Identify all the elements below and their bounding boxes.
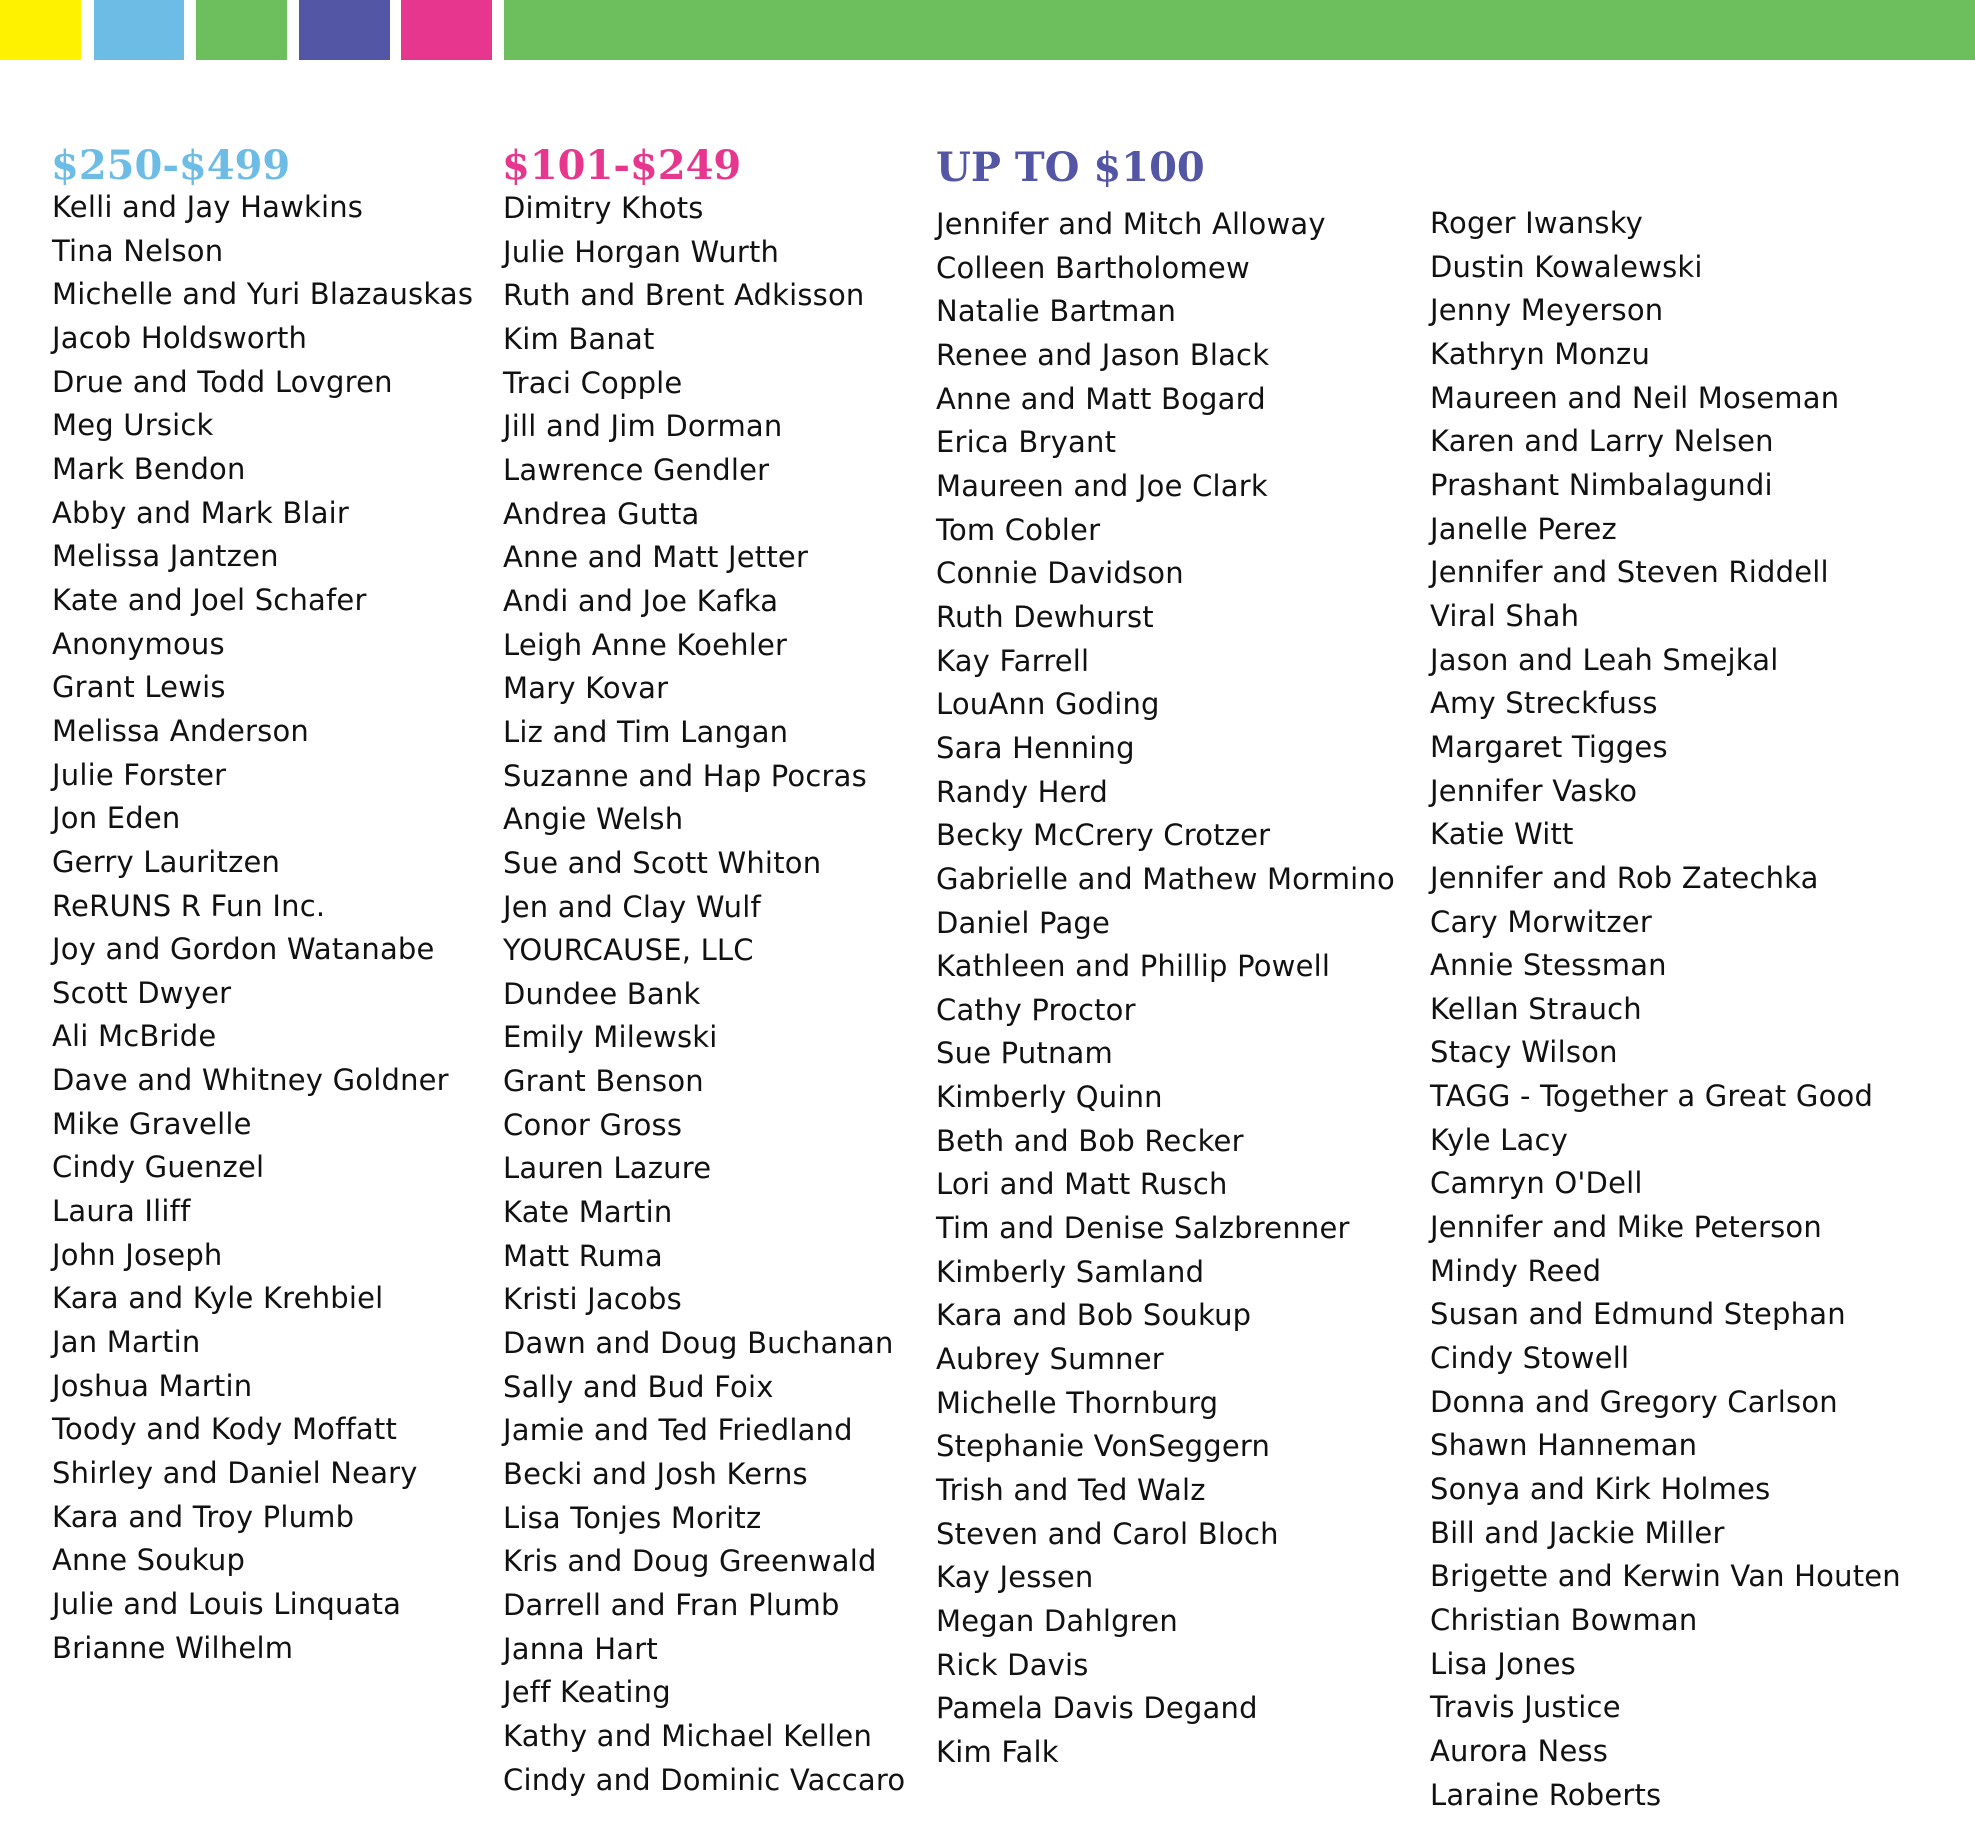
donor-name: Jennifer and Mitch Alloway — [936, 207, 1326, 241]
donor-name: Roger Iwansky — [1430, 206, 1644, 240]
donor-name: Brigette and Kerwin Van Houten — [1430, 1559, 1901, 1594]
donor-name: Conor Gross — [503, 1107, 683, 1142]
donor-name: Dundee Bank — [503, 976, 701, 1011]
donor-name: Kristi Jacobs — [503, 1282, 682, 1317]
donor-name: Grant Lewis — [52, 670, 226, 705]
donor-name: Mindy Reed — [1430, 1253, 1602, 1288]
donor-name: Cathy Proctor — [936, 992, 1136, 1027]
donor-name: Kay Farrell — [936, 643, 1090, 678]
donor-name: Kara and Troy Plumb — [52, 1499, 355, 1534]
donor-name: Joshua Martin — [52, 1368, 253, 1403]
donor-name: Tina Nelson — [52, 233, 224, 268]
donor-name: YOURCAUSE, LLC — [503, 933, 754, 968]
donor-name: Lawrence Gendler — [503, 452, 770, 487]
donor-name: Beth and Bob Recker — [936, 1123, 1244, 1158]
donor-list-250-499 — [52, 186, 473, 1670]
donor-name: Abby and Mark Blair — [52, 495, 350, 530]
donor-name: Cindy and Dominic Vaccaro — [503, 1762, 906, 1797]
heading-250-499: $250-$499 — [51, 142, 291, 189]
donor-name: Cindy Stowell — [1430, 1341, 1630, 1376]
donor-name: Julie and Louis Linquata — [52, 1587, 402, 1621]
donor-name: Anne and Matt Jetter — [503, 540, 809, 575]
donor-name: Ali McBride — [52, 1019, 217, 1054]
donor-name: Becki and Josh Kerns — [503, 1457, 808, 1492]
donor-name: Kathryn Monzu — [1430, 336, 1651, 371]
donor-name: Kelli and Jay Hawkins — [52, 190, 364, 224]
heading-up-to-100: UP TO $100 — [936, 144, 1205, 191]
donor-name: Becky McCrery Crotzer — [936, 818, 1271, 853]
donor-name: Kara and Bob Soukup — [936, 1298, 1252, 1333]
donor-name: Jen and Clay Wulf — [503, 889, 761, 924]
donor-name: Anonymous — [52, 626, 225, 661]
donor-name: Jamie and Ted Friedland — [503, 1413, 853, 1448]
donor-name: Mary Kovar — [503, 671, 669, 706]
donor-name: Susan and Edmund Stephan — [1430, 1297, 1846, 1332]
donor-name: Suzanne and Hap Pocras — [503, 758, 867, 793]
donor-list-up-to-100-col2 — [1430, 202, 1901, 1817]
donor-name: Darrell and Fran Plumb — [503, 1588, 840, 1622]
donor-name: Laraine Roberts — [1430, 1777, 1662, 1812]
donor-name: Stacy Wilson — [1430, 1035, 1618, 1070]
donor-name: Kathleen and Phillip Powell — [936, 949, 1331, 984]
donor-name: Aubrey Sumner — [936, 1342, 1164, 1377]
donor-name: Jacob Holdsworth — [52, 320, 308, 355]
donor-name: Daniel Page — [936, 905, 1111, 940]
donor-name: Bill and Jackie Miller — [1430, 1515, 1725, 1550]
donor-name: Jan Martin — [52, 1325, 201, 1360]
donor-name: Andi and Joe Kafka — [503, 583, 779, 618]
donor-name: Christian Bowman — [1430, 1603, 1698, 1637]
donor-name: Kyle Lacy — [1430, 1122, 1569, 1157]
donor-name: Jon Eden — [52, 801, 181, 836]
donor-name: Jennifer and Mike Peterson — [1430, 1210, 1822, 1245]
purple-color-block — [299, 0, 390, 60]
donor-name: Megan Dahlgren — [936, 1604, 1178, 1638]
donor-name: Meg Ursick — [52, 408, 214, 443]
donor-name: Sue Putnam — [936, 1036, 1113, 1071]
donor-list-101-249 — [503, 187, 905, 1802]
donor-name: Mark Bendon — [52, 451, 246, 486]
donor-name: Viral Shah — [1430, 598, 1580, 633]
donor-name: Janna Hart — [503, 1631, 658, 1666]
donor-name: Dustin Kowalewski — [1430, 249, 1703, 284]
donor-name: Anne and Matt Bogard — [936, 381, 1266, 416]
donor-name: Toody and Kody Moffatt — [52, 1412, 398, 1447]
donor-name: Kim Falk — [936, 1734, 1059, 1769]
donor-name: ReRUNS R Fun Inc. — [52, 888, 326, 923]
donor-name: Michelle and Yuri Blazauskas — [52, 277, 474, 312]
donor-name: Connie Davidson — [936, 556, 1184, 591]
donor-name: Katie Witt — [1430, 817, 1574, 852]
donor-name: Jennifer and Rob Zatechka — [1430, 860, 1819, 895]
donor-name: Rick Davis — [936, 1647, 1089, 1682]
donor-name: Gabrielle and Mathew Mormino — [936, 861, 1395, 896]
donor-name: Kimberly Samland — [936, 1254, 1205, 1289]
pink-color-block — [401, 0, 492, 60]
donor-name: Laura Iliff — [52, 1194, 191, 1229]
donor-name: Lisa Tonjes Moritz — [503, 1500, 762, 1535]
donor-name: Tim and Denise Salzbrenner — [936, 1211, 1350, 1246]
donor-name: Jill and Jim Dorman — [503, 409, 783, 444]
donor-name: Liz and Tim Langan — [503, 714, 789, 749]
donor-name: Jeff Keating — [503, 1675, 671, 1710]
donor-name: Tom Cobler — [936, 512, 1101, 547]
donor-name: Sonya and Kirk Holmes — [1430, 1472, 1771, 1507]
donor-name: Traci Copple — [503, 365, 683, 400]
donor-name: Camryn O'Dell — [1430, 1166, 1643, 1201]
donor-name: Dimitry Khots — [503, 191, 704, 225]
donor-name: Shirley and Daniel Neary — [52, 1456, 418, 1491]
donor-name: Melissa Anderson — [52, 713, 310, 748]
donor-name: Jason and Leah Smejkal — [1430, 642, 1779, 677]
donor-name: TAGG - Together a Great Good — [1430, 1079, 1874, 1114]
donor-name: LouAnn Goding — [936, 687, 1160, 722]
donor-name: Kris and Doug Greenwald — [503, 1544, 877, 1579]
donor-name: Kathy and Michael Kellen — [503, 1718, 873, 1753]
donor-name: Steven and Carol Bloch — [936, 1516, 1279, 1551]
donor-name: Stephanie VonSeggern — [936, 1429, 1271, 1464]
donor-name: Kate Martin — [503, 1195, 673, 1230]
donor-list-up-to-100-col1 — [936, 203, 1395, 1775]
donor-name: Lori and Matt Rusch — [936, 1167, 1228, 1202]
donor-name: Julie Forster — [52, 757, 227, 792]
donor-name: Grant Benson — [503, 1064, 704, 1099]
donor-name: Jennifer and Steven Riddell — [1430, 555, 1829, 590]
donor-name: Joy and Gordon Watanabe — [52, 932, 435, 967]
donor-name: Ruth and Brent Adkisson — [503, 278, 865, 313]
donor-name: Cary Morwitzer — [1430, 904, 1652, 939]
donor-name: Mike Gravelle — [52, 1106, 252, 1141]
donor-name: Anne Soukup — [52, 1543, 246, 1578]
light-blue-color-block — [94, 0, 184, 60]
donor-name: Kate and Joel Schafer — [52, 582, 367, 617]
green-color-block — [196, 0, 287, 60]
donor-name: Prashant Nimbalagundi — [1430, 467, 1773, 502]
donor-name: Margaret Tigges — [1430, 729, 1668, 764]
donor-name: Jenny Meyerson — [1430, 293, 1664, 328]
color-block-banner — [0, 0, 1975, 60]
green-banner-bar — [504, 0, 1975, 60]
donor-name: John Joseph — [52, 1237, 223, 1272]
donor-name: Emily Milewski — [503, 1020, 718, 1055]
donor-name: Sally and Bud Foix — [503, 1369, 774, 1404]
donor-name: Kay Jessen — [936, 1560, 1094, 1595]
donor-name: Cindy Guenzel — [52, 1150, 265, 1185]
donor-name: Sue and Scott Whiton — [503, 845, 822, 880]
donor-name: Leigh Anne Koehler — [503, 627, 788, 662]
donor-name: Kellan Strauch — [1430, 991, 1642, 1026]
donor-name: Annie Stessman — [1430, 948, 1667, 983]
donor-name: Julie Horgan Wurth — [503, 234, 780, 269]
donor-name: Jennifer Vasko — [1430, 773, 1638, 808]
donor-name: Trish and Ted Walz — [936, 1473, 1206, 1508]
donor-name: Janelle Perez — [1430, 511, 1617, 546]
donor-name: Matt Ruma — [503, 1238, 663, 1273]
heading-101-249: $101-$249 — [502, 142, 742, 189]
donor-name: Angie Welsh — [503, 802, 684, 837]
donor-name: Shawn Hanneman — [1430, 1428, 1698, 1463]
donor-name: Kara and Kyle Krehbiel — [52, 1281, 384, 1316]
yellow-color-block — [0, 0, 81, 60]
donor-name: Dawn and Doug Buchanan — [503, 1326, 894, 1361]
donor-name: Lisa Jones — [1430, 1646, 1576, 1681]
donor-name: Michelle Thornburg — [936, 1385, 1219, 1420]
donor-name: Travis Justice — [1430, 1690, 1621, 1725]
donor-name: Lauren Lazure — [503, 1151, 712, 1186]
donor-name: Kim Banat — [503, 321, 655, 356]
donor-name: Donna and Gregory Carlson — [1430, 1384, 1838, 1419]
donor-name: Randy Herd — [936, 774, 1108, 809]
donor-name: Natalie Bartman — [936, 294, 1177, 329]
donor-name: Dave and Whitney Goldner — [52, 1063, 449, 1098]
donor-name: Erica Bryant — [936, 425, 1117, 460]
donor-name: Melissa Jantzen — [52, 539, 279, 574]
donor-name: Scott Dwyer — [52, 975, 232, 1010]
donor-name: Aurora Ness — [1430, 1733, 1609, 1768]
donor-name: Maureen and Neil Moseman — [1430, 380, 1840, 415]
donor-name: Sara Henning — [936, 730, 1135, 765]
donor-name: Maureen and Joe Clark — [936, 468, 1268, 503]
donor-name: Renee and Jason Black — [936, 337, 1270, 372]
donor-name: Kimberly Quinn — [936, 1080, 1163, 1115]
donor-name: Ruth Dewhurst — [936, 599, 1154, 634]
donor-name: Drue and Todd Lovgren — [52, 364, 393, 399]
donor-name: Andrea Gutta — [503, 496, 700, 531]
donor-name: Karen and Larry Nelsen — [1430, 424, 1774, 459]
donor-name: Colleen Bartholomew — [936, 250, 1250, 285]
donor-name: Gerry Lauritzen — [52, 844, 281, 879]
donor-name: Amy Streckfuss — [1430, 686, 1658, 721]
donor-name: Brianne Wilhelm — [52, 1630, 294, 1665]
donor-name: Pamela Davis Degand — [936, 1691, 1258, 1726]
